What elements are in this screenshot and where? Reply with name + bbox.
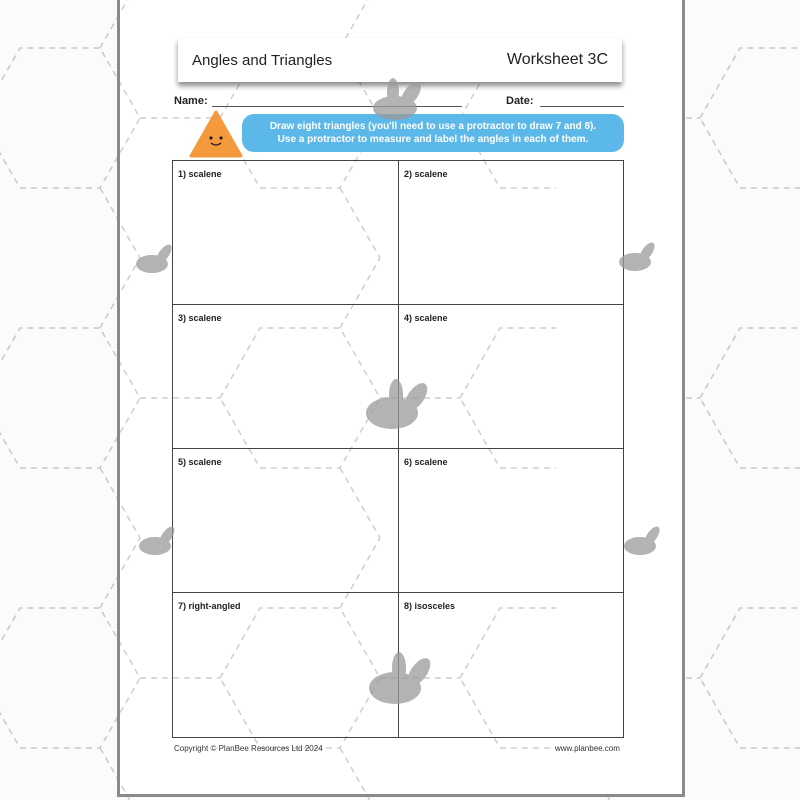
date-label: Date: (506, 95, 534, 107)
grid-cell-7: 7) right-angled (173, 593, 399, 737)
title-box (178, 38, 622, 82)
instructions-banner (242, 114, 624, 152)
name-date-row (174, 95, 624, 109)
grid-cell-1: 1) scalene (173, 161, 399, 305)
grid-cell-8: 8) isosceles (404, 601, 456, 611)
grid-cell-4: 4) scalene (399, 305, 623, 449)
grid-cell-5: 5) scalene (173, 449, 399, 593)
date-field[interactable] (540, 106, 624, 107)
triangle-mascot-icon (188, 110, 244, 158)
grid-cell-3: 3) scalene (173, 305, 399, 449)
grid-cell-6: 6) scalene (399, 449, 623, 593)
triangle-grid (172, 160, 624, 738)
grid-cell-2: 2) scalene (399, 161, 623, 305)
website-text: www.planbee.com (555, 744, 620, 753)
worksheet-number: Worksheet 3C (506, 51, 608, 68)
instruction-line-2: Use a protractor to measure and label the angles in each of them. (277, 134, 589, 145)
copyright-text: Copyright © PlanBee Resources Ltd 2024 (174, 744, 323, 753)
instruction-line-1: Draw eight triangles (you'll need to use a protractor to draw 7 and 8). (269, 121, 597, 132)
name-label: Name: (174, 95, 208, 107)
worksheet-title: Angles and Triangles (192, 51, 333, 69)
name-field[interactable] (212, 106, 462, 107)
